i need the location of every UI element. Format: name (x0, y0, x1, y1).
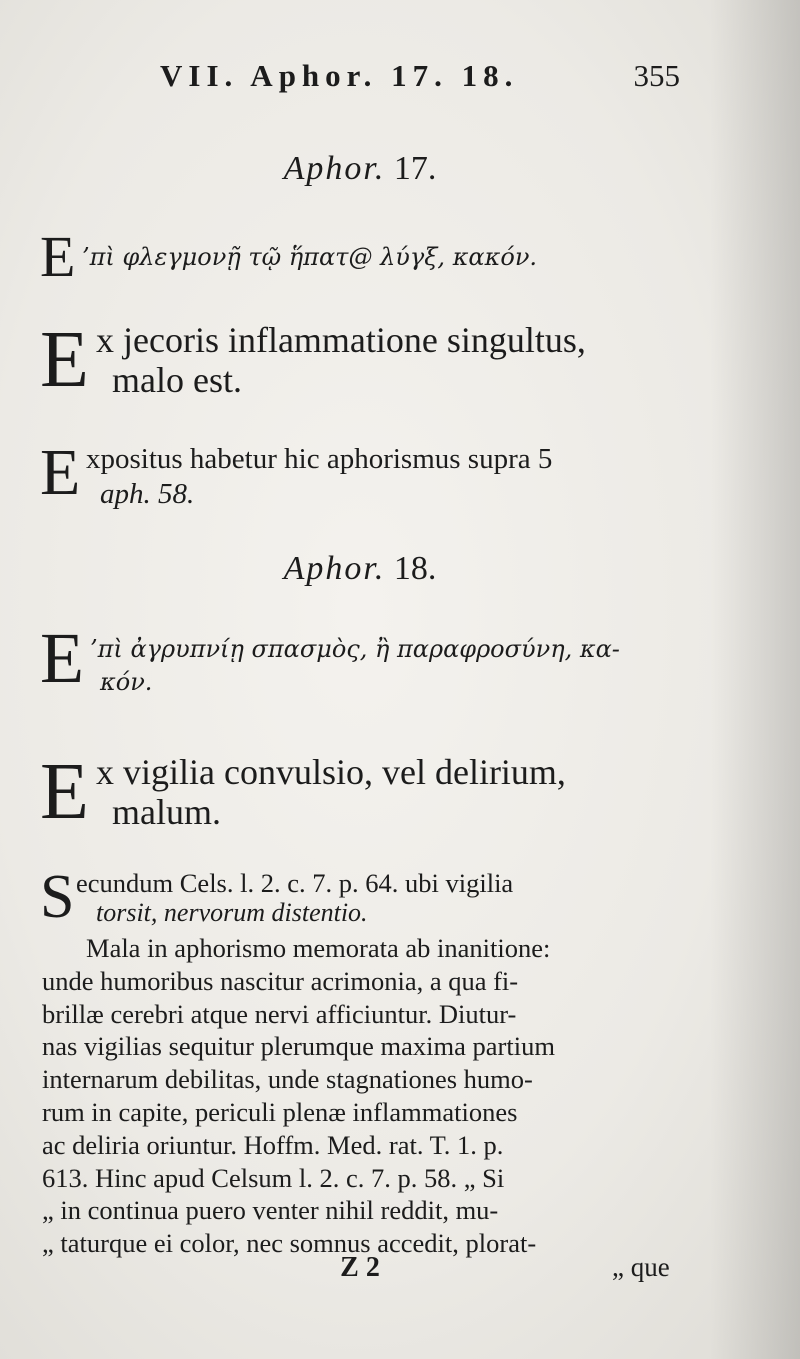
aphorism-17-latin-initial: E (40, 316, 89, 404)
aphorism-18-greek-line-1: ’πὶ ἀγρυπνίῃ σπασμὸς, ἢ παραφροσύνη, κα- (90, 635, 620, 663)
page-number: 355 (633, 58, 680, 93)
body-line: nas vigilias sequitur plerumque maxima partium (42, 1031, 555, 1062)
commentary-body (42, 932, 682, 1260)
body-line: Mala in aphorismo memorata ab inanitione: (86, 933, 551, 963)
aphorism-17-greek (40, 224, 690, 289)
aphorism-18-number: 18. (393, 550, 437, 587)
body-line: unde humoribus nascitur acrimonia, a qua fi- (42, 965, 519, 996)
aphorism-18-comment-line-1: ecundum Cels. l. 2. c. 7. p. 64. ubi vigilia (76, 868, 514, 898)
aphorism-17-label: Aphor. (283, 150, 386, 187)
aphorism-17-greek-initial: E (40, 224, 76, 289)
aphorism-18-greek (40, 618, 690, 702)
body-line: 613. Hinc apud Celsum l. 2. c. 7. p. 58. „ Si (42, 1162, 505, 1193)
running-title: VII. Aphor. 17. 18. (160, 58, 519, 93)
running-header (160, 58, 680, 98)
body-line: brillæ cerebri atque nervi afficiuntur. Diutur- (42, 998, 517, 1029)
aphorism-18-latin (40, 748, 690, 842)
aphorism-18-latin-initial: E (40, 748, 89, 836)
aphorism-17-greek-text: ’πὶ φλεγμονῇ τῷ ἥπατ@ λύγξ, κακόν. (82, 243, 538, 271)
aphorism-17-comment (40, 436, 690, 520)
aphorism-17-comment-line-2: aph. 58. (100, 478, 195, 510)
aphorism-17-latin-line-1: x jecoris inflammatione singultus, (96, 320, 586, 360)
body-line: „ in continua puero venter nihil reddit, mu- (42, 1195, 499, 1226)
aphorism-17-comment-initial: E (40, 436, 81, 509)
aphorism-18-comment (40, 863, 690, 936)
body-line: „ taturque ei color, nec somnus accedit, plorat- (42, 1228, 537, 1259)
catchword: „ que (612, 1252, 670, 1282)
body-line: ac deliria oriuntur. Hoffm. Med. rat. T. 1. p. (42, 1129, 504, 1160)
aphorism-18-comment-initial: S (40, 863, 75, 931)
aphorism-18-comment-line-2: torsit, nervorum distentio. (96, 898, 368, 927)
aphorism-18-latin-line-2: malum. (112, 792, 221, 832)
aphorism-18-label: Aphor. (283, 550, 386, 587)
aphorism-18-latin-line-1: x vigilia convulsio, vel delirium, (96, 752, 566, 792)
aphorism-17-comment-line-1: xpositus habetur hic aphorismus supra 5 (86, 443, 553, 475)
aphorism-18-greek-line-2: κόν. (100, 668, 153, 696)
signature-mark: Z 2 (340, 1252, 380, 1283)
aphorism-17-latin-line-2: malo est. (112, 360, 242, 400)
aphorism-17-number: 17. (393, 150, 437, 187)
aphorism-17-latin (40, 316, 690, 410)
body-line: rum in capite, periculi plenæ inflammationes (42, 1096, 518, 1127)
aphorism-17-heading (0, 150, 720, 188)
aphorism-18-heading (0, 550, 720, 588)
aphorism-18-greek-initial: E (40, 618, 84, 698)
body-line: internarum debilitas, unde stagnationes humo- (42, 1064, 533, 1095)
